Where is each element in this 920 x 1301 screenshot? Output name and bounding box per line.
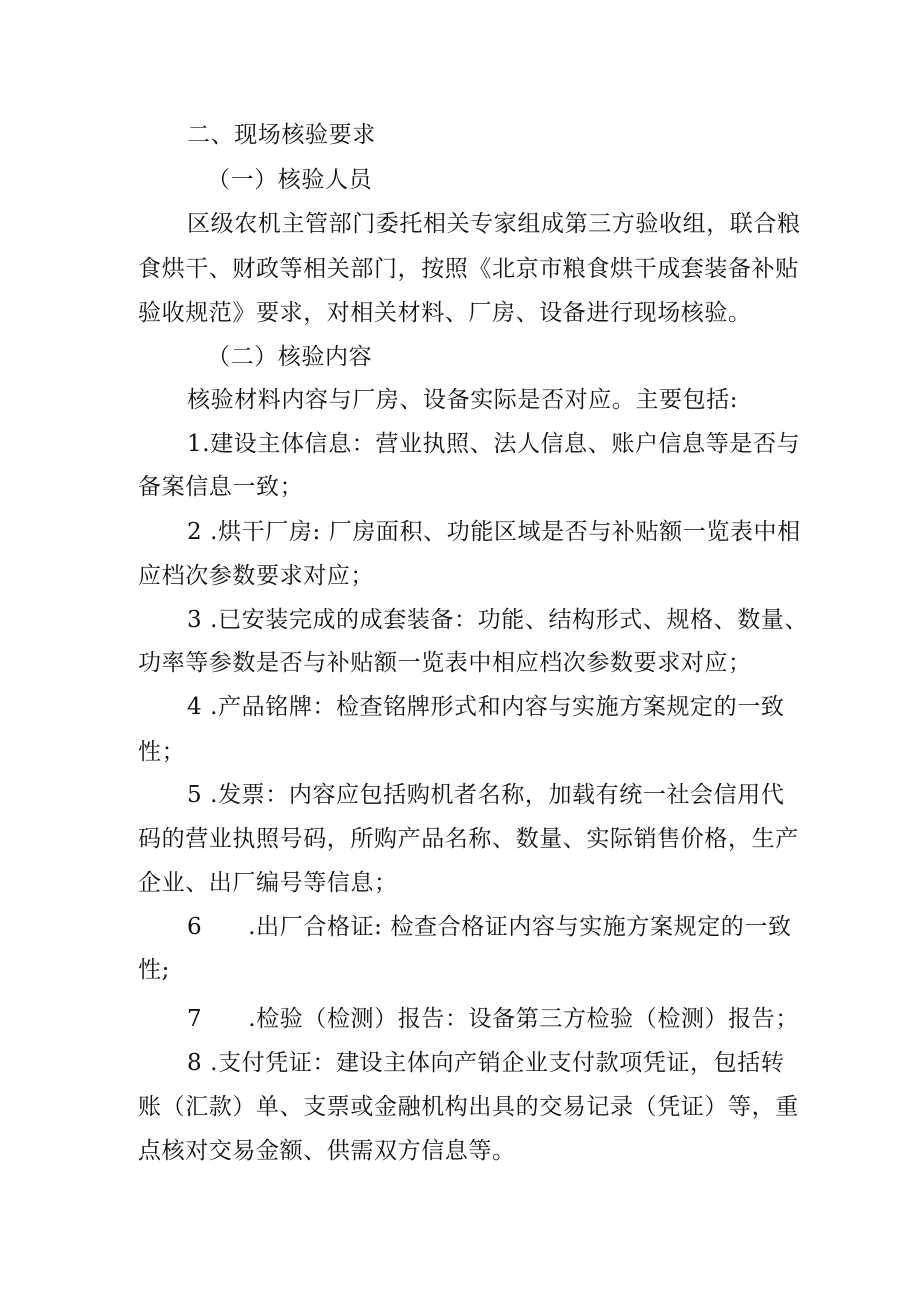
item-text-continuation: 点核对交易金额、供需双方信息等。 bbox=[138, 1138, 516, 1164]
item-number: 3 . bbox=[187, 607, 219, 633]
list-item bbox=[187, 605, 808, 635]
item-text: .出厂合格证: 检查合格证内容与实施方案规定的一致 bbox=[248, 914, 792, 940]
section-heading: 二、现场核验要求 bbox=[187, 122, 376, 148]
item-number: 6 bbox=[187, 914, 203, 940]
list-item bbox=[187, 429, 800, 459]
item-text-continuation: 企业、出厂编号等信息； bbox=[138, 870, 398, 896]
item-text-continuation: 功率等参数是否与补贴额一览表中相应档次参数要求对应； bbox=[138, 650, 752, 676]
item-text-continuation: 性; bbox=[138, 957, 170, 983]
item-number: 1. bbox=[187, 431, 211, 457]
subsection-heading-content: （二）核验内容 bbox=[207, 344, 373, 370]
item-text: .检验（检测）报告：设备第三方检验（检测）报告； bbox=[248, 1006, 799, 1032]
item-text-continuation: 码的营业执照号码，所购产品名称、数量、实际销售价格，生产 bbox=[138, 826, 799, 852]
item-text-continuation: 性； bbox=[138, 739, 186, 765]
item-number: 5 . bbox=[187, 782, 219, 808]
item-text: 烘干厂房: 厂房面积、功能区域是否与补贴额一览表中相 bbox=[218, 519, 801, 545]
list-item bbox=[187, 692, 784, 722]
item-text: 已安装完成的成套装备：功能、结构形式、规格、数量、 bbox=[218, 607, 809, 633]
item-number: 4 . bbox=[187, 694, 219, 720]
subsection-heading-personnel: （一）核验人员 bbox=[207, 167, 373, 193]
item-text-continuation: 账（汇款）单、支票或金融机构出具的交易记录（凭证）等，重 bbox=[138, 1094, 799, 1120]
item-number: 8 . bbox=[187, 1050, 219, 1076]
item-text-continuation: 应档次参数要求对应； bbox=[138, 563, 374, 589]
list-item bbox=[187, 517, 801, 547]
item-text: 产品铭牌：检查铭牌形式和内容与实施方案规定的一致 bbox=[218, 694, 785, 720]
paragraph-intro: 核验材料内容与厂房、设备实际是否对应。主要包括: bbox=[187, 387, 739, 413]
list-item bbox=[187, 912, 792, 942]
list-item bbox=[187, 1048, 784, 1078]
item-text: 建设主体信息：营业执照、法人信息、账户信息等是否与 bbox=[210, 431, 801, 457]
item-number: 7 bbox=[187, 1006, 203, 1032]
item-text: 发票：内容应包括购机者名称，加载有统一社会信用代 bbox=[218, 782, 785, 808]
item-text-continuation: 备案信息一致； bbox=[138, 474, 304, 500]
list-item bbox=[187, 780, 784, 810]
paragraph-line: 区级农机主管部门委托相关专家组成第三方验收组，联合粮 bbox=[187, 211, 801, 237]
paragraph-line: 食烘干、财政等相关部门，按照《北京市粮食烘干成套装备补贴 bbox=[138, 256, 799, 282]
item-number: 2 . bbox=[187, 519, 219, 545]
list-item bbox=[187, 1004, 799, 1034]
paragraph-line: 验收规范》要求，对相关材料、厂房、设备进行现场核验。 bbox=[138, 300, 752, 326]
item-text: 支付凭证：建设主体向产销企业支付款项凭证，包括转 bbox=[218, 1050, 785, 1076]
